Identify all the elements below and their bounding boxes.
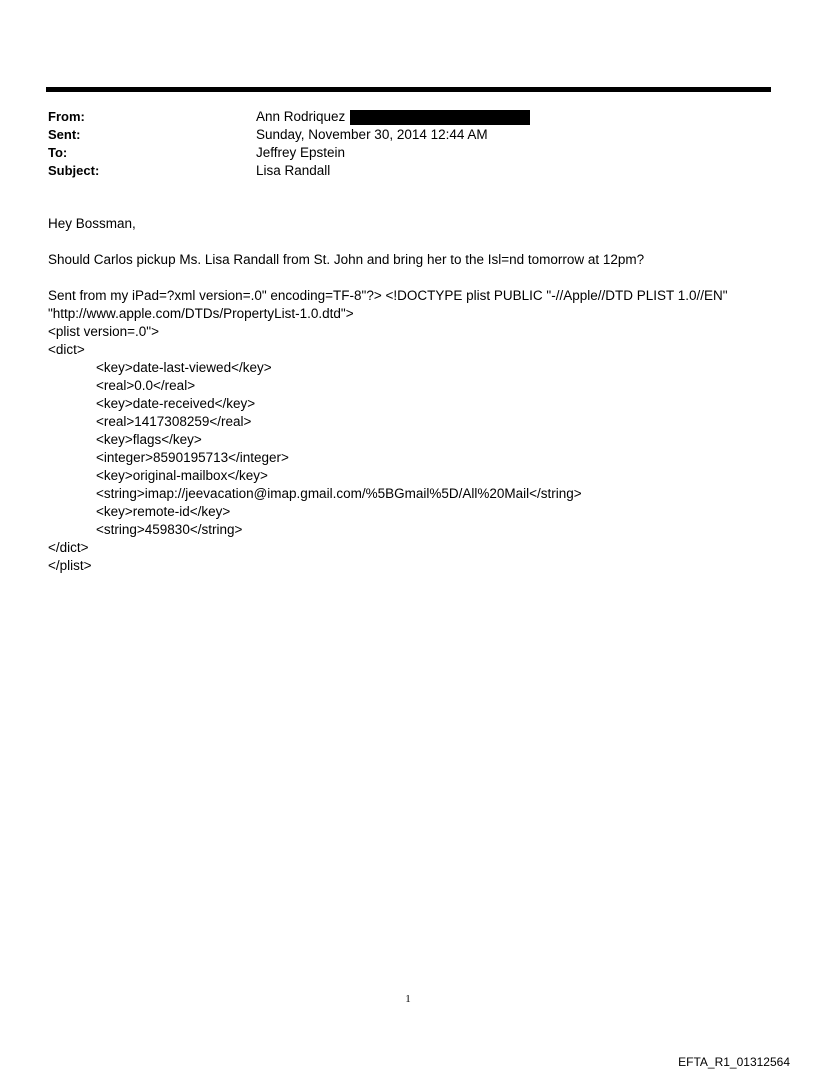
plist-line: <string>imap://jeevacation@imap.gmail.com/%5BGmail%5D/All%20Mail</string> (96, 486, 582, 501)
plist-line: <key>date-received</key> (96, 396, 256, 411)
document-id: EFTA_R1_01312564 (678, 1055, 790, 1069)
greeting: Hey Bossman, (48, 216, 136, 231)
subject-value: Lisa Randall (256, 163, 331, 178)
plist-line: <key>remote-id</key> (96, 504, 231, 519)
from-row (48, 108, 748, 126)
to-row (48, 144, 748, 162)
from-label: From: (48, 109, 85, 124)
plist-line: Sent from my iPad=?xml version=.0" encoding=TF-8"?> <!DOCTYPE plist PUBLIC "-//Apple//DTD PLIST 1.0//EN" (48, 288, 728, 303)
plist-line: </dict> (48, 540, 89, 555)
header-divider (46, 87, 771, 92)
plist-line: <real>0.0</real> (96, 378, 196, 393)
page-number: 1 (405, 993, 411, 1005)
from-name: Ann Rodriquez (256, 109, 346, 124)
sent-value: Sunday, November 30, 2014 12:44 AM (256, 127, 488, 142)
email-header (48, 108, 748, 180)
sent-label: Sent: (48, 127, 81, 142)
plist-block (48, 287, 768, 575)
plist-line: <string>459830</string> (96, 522, 243, 537)
plist-line: <dict> (48, 342, 85, 357)
plist-line: </plist> (48, 558, 92, 573)
email-body (48, 215, 768, 575)
plist-line: <key>date-last-viewed</key> (96, 360, 272, 375)
to-value: Jeffrey Epstein (256, 145, 346, 160)
message-text: Should Carlos pickup Ms. Lisa Randall from St. John and bring her to the Isl=nd tomorrow at 12pm? (48, 252, 645, 267)
sent-row (48, 126, 748, 144)
redaction-bar (350, 110, 530, 125)
plist-line: <real>1417308259</real> (96, 414, 252, 429)
subject-row (48, 162, 748, 180)
plist-line: <plist version=.0"> (48, 324, 159, 339)
plist-line: <key>original-mailbox</key> (96, 468, 268, 483)
plist-line: "http://www.apple.com/DTDs/PropertyList-1.0.dtd"> (48, 306, 354, 321)
from-value (256, 108, 530, 126)
subject-label: Subject: (48, 163, 100, 178)
plist-line: <integer>8590195713</integer> (96, 450, 289, 465)
to-label: To: (48, 145, 68, 160)
plist-line: <key>flags</key> (96, 432, 202, 447)
